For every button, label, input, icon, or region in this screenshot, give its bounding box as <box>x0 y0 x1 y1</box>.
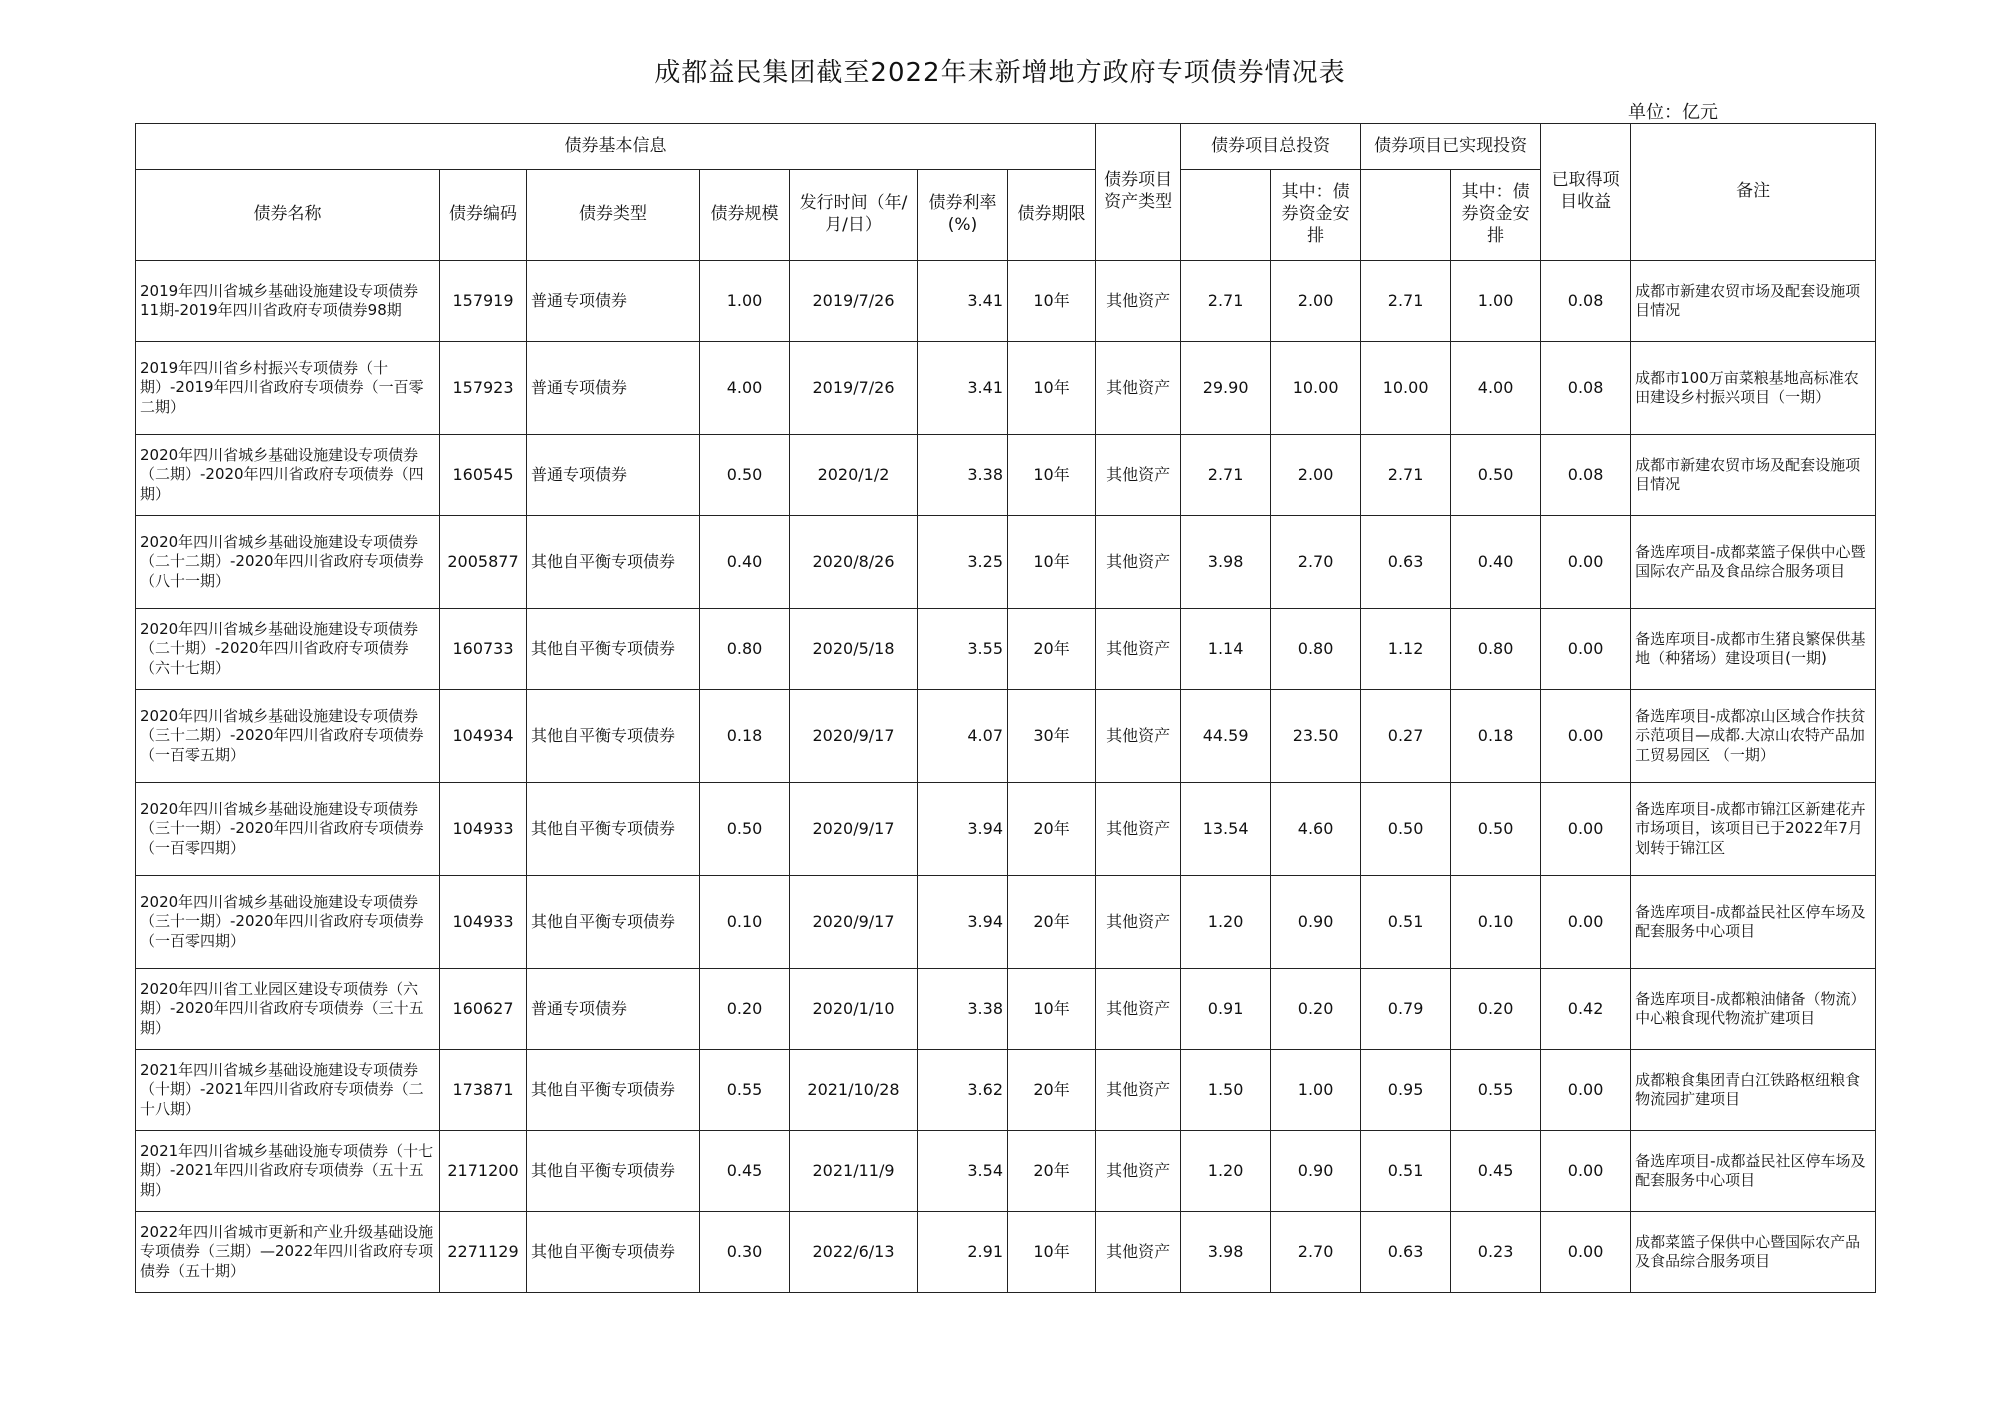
issue-date-cell: 2020/1/10 <box>790 969 918 1050</box>
bond-code-cell: 157923 <box>440 342 527 435</box>
header-revenue: 已取得项目收益 <box>1541 124 1631 261</box>
note-cell: 备选库项目-成都菜篮子保供中心暨国际农产品及食品综合服务项目 <box>1631 516 1876 609</box>
bond-code-cell: 160733 <box>440 609 527 690</box>
bond-scale-cell: 0.18 <box>700 690 790 783</box>
note-cell: 备选库项目-成都市生猪良繁保供基地（种猪场）建设项目(一期) <box>1631 609 1876 690</box>
bond-code-cell: 160627 <box>440 969 527 1050</box>
project-revenue-cell: 0.00 <box>1541 516 1631 609</box>
interest-rate-cell: 2.91 <box>918 1212 1008 1293</box>
project-revenue-cell: 0.00 <box>1541 690 1631 783</box>
project-revenue-cell: 0.00 <box>1541 609 1631 690</box>
realized-bond-funds-cell: 4.00 <box>1451 342 1541 435</box>
bond-scale-cell: 0.40 <box>700 516 790 609</box>
bond-term-cell: 30年 <box>1008 690 1096 783</box>
realized-investment-cell: 0.51 <box>1361 1131 1451 1212</box>
issue-date-cell: 2021/10/28 <box>790 1050 918 1131</box>
bond-scale-cell: 0.55 <box>700 1050 790 1131</box>
issue-date-cell: 2021/11/9 <box>790 1131 918 1212</box>
realized-investment-cell: 2.71 <box>1361 435 1451 516</box>
header-name: 债券名称 <box>136 170 440 261</box>
project-revenue-cell: 0.00 <box>1541 783 1631 876</box>
bond-name-cell: 2022年四川省城市更新和产业升级基础设施专项债券（三期）—2022年四川省政府专项债券（五十期） <box>136 1212 440 1293</box>
bond-term-cell: 10年 <box>1008 516 1096 609</box>
unit-label: 单位：亿元 <box>1628 102 1718 123</box>
realized-bond-funds-cell: 0.18 <box>1451 690 1541 783</box>
realized-investment-cell: 10.00 <box>1361 342 1451 435</box>
total-bond-funds-cell: 10.00 <box>1271 342 1361 435</box>
header-rate: 债券利率(%) <box>918 170 1008 261</box>
realized-investment-cell: 0.95 <box>1361 1050 1451 1131</box>
note-cell: 成都市新建农贸市场及配套设施项目情况 <box>1631 261 1876 342</box>
header-realized-blank <box>1361 170 1451 261</box>
interest-rate-cell: 3.25 <box>918 516 1008 609</box>
interest-rate-cell: 4.07 <box>918 690 1008 783</box>
issue-date-cell: 2020/5/18 <box>790 609 918 690</box>
asset-type-cell: 其他资产 <box>1096 261 1181 342</box>
interest-rate-cell: 3.94 <box>918 783 1008 876</box>
bond-scale-cell: 4.00 <box>700 342 790 435</box>
total-investment-cell: 2.71 <box>1181 261 1271 342</box>
project-revenue-cell: 0.00 <box>1541 1131 1631 1212</box>
total-investment-cell: 1.14 <box>1181 609 1271 690</box>
bond-term-cell: 10年 <box>1008 1212 1096 1293</box>
asset-type-cell: 其他资产 <box>1096 1131 1181 1212</box>
interest-rate-cell: 3.55 <box>918 609 1008 690</box>
header-term: 债券期限 <box>1008 170 1096 261</box>
bond-code-cell: 104933 <box>440 783 527 876</box>
bond-scale-cell: 0.30 <box>700 1212 790 1293</box>
bond-name-cell: 2020年四川省城乡基础设施建设专项债券（二十期）-2020年四川省政府专项债券（六十七期） <box>136 609 440 690</box>
bond-scale-cell: 0.10 <box>700 876 790 969</box>
table-row <box>136 435 1876 516</box>
bond-name-cell: 2020年四川省城乡基础设施建设专项债券（二十二期）-2020年四川省政府专项债券（八十一期） <box>136 516 440 609</box>
header-note: 备注 <box>1631 124 1876 261</box>
table-row <box>136 876 1876 969</box>
asset-type-cell: 其他资产 <box>1096 1050 1181 1131</box>
bond-type-cell: 其他自平衡专项债券 <box>527 516 700 609</box>
table-row <box>136 783 1876 876</box>
note-cell: 成都菜篮子保供中心暨国际农产品及食品综合服务项目 <box>1631 1212 1876 1293</box>
realized-investment-cell: 1.12 <box>1361 609 1451 690</box>
table-row <box>136 342 1876 435</box>
table-row <box>136 690 1876 783</box>
header-type: 债券类型 <box>527 170 700 261</box>
realized-bond-funds-cell: 0.50 <box>1451 435 1541 516</box>
total-investment-cell: 3.98 <box>1181 1212 1271 1293</box>
bond-code-cell: 104934 <box>440 690 527 783</box>
bond-type-cell: 普通专项债券 <box>527 261 700 342</box>
total-bond-funds-cell: 2.00 <box>1271 435 1361 516</box>
asset-type-cell: 其他资产 <box>1096 876 1181 969</box>
realized-investment-cell: 0.63 <box>1361 516 1451 609</box>
total-investment-cell: 3.98 <box>1181 516 1271 609</box>
table-row <box>136 1212 1876 1293</box>
realized-bond-funds-cell: 0.10 <box>1451 876 1541 969</box>
bond-type-cell: 普通专项债券 <box>527 342 700 435</box>
project-revenue-cell: 0.42 <box>1541 969 1631 1050</box>
project-revenue-cell: 0.00 <box>1541 1212 1631 1293</box>
note-cell: 备选库项目-成都粮油储备（物流）中心粮食现代物流扩建项目 <box>1631 969 1876 1050</box>
bond-name-cell: 2020年四川省城乡基础设施建设专项债券（三十二期）-2020年四川省政府专项债券（一百零五期） <box>136 690 440 783</box>
bond-code-cell: 173871 <box>440 1050 527 1131</box>
bond-term-cell: 20年 <box>1008 783 1096 876</box>
bond-scale-cell: 0.80 <box>700 609 790 690</box>
bond-scale-cell: 0.20 <box>700 969 790 1050</box>
note-cell: 备选库项目-成都市锦江区新建花卉市场项目，该项目已于2022年7月划转于锦江区 <box>1631 783 1876 876</box>
issue-date-cell: 2020/1/2 <box>790 435 918 516</box>
bond-type-cell: 普通专项债券 <box>527 435 700 516</box>
header-total-bond-funds: 其中：债券资金安排 <box>1271 170 1361 261</box>
bond-type-cell: 其他自平衡专项债券 <box>527 1050 700 1131</box>
interest-rate-cell: 3.38 <box>918 435 1008 516</box>
table-row <box>136 1050 1876 1131</box>
bond-term-cell: 10年 <box>1008 261 1096 342</box>
realized-investment-cell: 2.71 <box>1361 261 1451 342</box>
total-bond-funds-cell: 2.00 <box>1271 261 1361 342</box>
bond-type-cell: 其他自平衡专项债券 <box>527 783 700 876</box>
bond-term-cell: 20年 <box>1008 1050 1096 1131</box>
bond-scale-cell: 0.50 <box>700 783 790 876</box>
project-revenue-cell: 0.08 <box>1541 342 1631 435</box>
header-realized-bond-funds: 其中：债券资金安排 <box>1451 170 1541 261</box>
bond-name-cell: 2020年四川省城乡基础设施建设专项债券（三十一期）-2020年四川省政府专项债券（一百零四期） <box>136 876 440 969</box>
bond-code-cell: 157919 <box>440 261 527 342</box>
asset-type-cell: 其他资产 <box>1096 435 1181 516</box>
bond-term-cell: 20年 <box>1008 876 1096 969</box>
bond-scale-cell: 1.00 <box>700 261 790 342</box>
issue-date-cell: 2019/7/26 <box>790 261 918 342</box>
asset-type-cell: 其他资产 <box>1096 516 1181 609</box>
bond-term-cell: 20年 <box>1008 1131 1096 1212</box>
total-bond-funds-cell: 23.50 <box>1271 690 1361 783</box>
asset-type-cell: 其他资产 <box>1096 690 1181 783</box>
page-title: 成都益民集团截至2022年末新增地方政府专项债券情况表 <box>654 58 1346 88</box>
asset-type-cell: 其他资产 <box>1096 609 1181 690</box>
note-cell: 成都粮食集团青白江铁路枢纽粮食物流园扩建项目 <box>1631 1050 1876 1131</box>
header-code: 债券编码 <box>440 170 527 261</box>
total-investment-cell: 1.50 <box>1181 1050 1271 1131</box>
realized-investment-cell: 0.63 <box>1361 1212 1451 1293</box>
total-bond-funds-cell: 0.90 <box>1271 876 1361 969</box>
table-row <box>136 261 1876 342</box>
bond-type-cell: 其他自平衡专项债券 <box>527 690 700 783</box>
bond-name-cell: 2021年四川省城乡基础设施建设专项债券（十期）-2021年四川省政府专项债券（二十八期） <box>136 1050 440 1131</box>
interest-rate-cell: 3.94 <box>918 876 1008 969</box>
total-bond-funds-cell: 0.90 <box>1271 1131 1361 1212</box>
issue-date-cell: 2020/9/17 <box>790 783 918 876</box>
note-cell: 成都市100万亩菜粮基地高标准农田建设乡村振兴项目（一期） <box>1631 342 1876 435</box>
project-revenue-cell: 0.00 <box>1541 1050 1631 1131</box>
bond-table <box>135 123 1876 1293</box>
bond-type-cell: 其他自平衡专项债券 <box>527 1212 700 1293</box>
note-cell: 备选库项目-成都凉山区域合作扶贫示范项目—成都.大凉山农特产品加工贸易园区 （一期） <box>1631 690 1876 783</box>
bond-type-cell: 其他自平衡专项债券 <box>527 1131 700 1212</box>
realized-investment-cell: 0.51 <box>1361 876 1451 969</box>
total-bond-funds-cell: 2.70 <box>1271 1212 1361 1293</box>
interest-rate-cell: 3.54 <box>918 1131 1008 1212</box>
bond-code-cell: 2005877 <box>440 516 527 609</box>
total-bond-funds-cell: 1.00 <box>1271 1050 1361 1131</box>
total-investment-cell: 29.90 <box>1181 342 1271 435</box>
bond-scale-cell: 0.50 <box>700 435 790 516</box>
bond-term-cell: 20年 <box>1008 609 1096 690</box>
bond-type-cell: 其他自平衡专项债券 <box>527 609 700 690</box>
issue-date-cell: 2020/8/26 <box>790 516 918 609</box>
header-total-blank <box>1181 170 1271 261</box>
total-investment-cell: 1.20 <box>1181 876 1271 969</box>
realized-bond-funds-cell: 1.00 <box>1451 261 1541 342</box>
realized-bond-funds-cell: 0.23 <box>1451 1212 1541 1293</box>
bond-term-cell: 10年 <box>1008 969 1096 1050</box>
table-row <box>136 516 1876 609</box>
asset-type-cell: 其他资产 <box>1096 1212 1181 1293</box>
bond-term-cell: 10年 <box>1008 435 1096 516</box>
interest-rate-cell: 3.41 <box>918 261 1008 342</box>
realized-bond-funds-cell: 0.55 <box>1451 1050 1541 1131</box>
header-basic-info: 债券基本信息 <box>136 124 1096 170</box>
issue-date-cell: 2022/6/13 <box>790 1212 918 1293</box>
bond-rows <box>136 261 1876 1293</box>
header-asset-type: 债券项目资产类型 <box>1096 124 1181 261</box>
table-row <box>136 609 1876 690</box>
header-realized-investment: 债券项目已实现投资 <box>1361 124 1541 170</box>
total-bond-funds-cell: 0.20 <box>1271 969 1361 1050</box>
table-row <box>136 1131 1876 1212</box>
total-investment-cell: 0.91 <box>1181 969 1271 1050</box>
note-cell: 备选库项目-成都益民社区停车场及配套服务中心项目 <box>1631 876 1876 969</box>
asset-type-cell: 其他资产 <box>1096 783 1181 876</box>
realized-bond-funds-cell: 0.40 <box>1451 516 1541 609</box>
realized-investment-cell: 0.27 <box>1361 690 1451 783</box>
header-scale: 债券规模 <box>700 170 790 261</box>
note-cell: 备选库项目-成都益民社区停车场及配套服务中心项目 <box>1631 1131 1876 1212</box>
total-investment-cell: 13.54 <box>1181 783 1271 876</box>
realized-investment-cell: 0.50 <box>1361 783 1451 876</box>
bond-scale-cell: 0.45 <box>700 1131 790 1212</box>
realized-bond-funds-cell: 0.45 <box>1451 1131 1541 1212</box>
realized-bond-funds-cell: 0.80 <box>1451 609 1541 690</box>
bond-term-cell: 10年 <box>1008 342 1096 435</box>
bond-name-cell: 2020年四川省城乡基础设施建设专项债券（三十一期）-2020年四川省政府专项债券（一百零四期） <box>136 783 440 876</box>
bond-code-cell: 2271129 <box>440 1212 527 1293</box>
bond-name-cell: 2019年四川省乡村振兴专项债券（十期）-2019年四川省政府专项债券（一百零二期） <box>136 342 440 435</box>
header-issue-date: 发行时间（年/月/日） <box>790 170 918 261</box>
bond-code-cell: 2171200 <box>440 1131 527 1212</box>
realized-bond-funds-cell: 0.20 <box>1451 969 1541 1050</box>
project-revenue-cell: 0.00 <box>1541 876 1631 969</box>
note-cell: 成都市新建农贸市场及配套设施项目情况 <box>1631 435 1876 516</box>
interest-rate-cell: 3.41 <box>918 342 1008 435</box>
interest-rate-cell: 3.38 <box>918 969 1008 1050</box>
asset-type-cell: 其他资产 <box>1096 969 1181 1050</box>
bond-type-cell: 其他自平衡专项债券 <box>527 876 700 969</box>
total-investment-cell: 1.20 <box>1181 1131 1271 1212</box>
total-bond-funds-cell: 2.70 <box>1271 516 1361 609</box>
project-revenue-cell: 0.08 <box>1541 435 1631 516</box>
bond-name-cell: 2021年四川省城乡基础设施专项债券（十七期）-2021年四川省政府专项债券（五十五期） <box>136 1131 440 1212</box>
issue-date-cell: 2020/9/17 <box>790 876 918 969</box>
realized-bond-funds-cell: 0.50 <box>1451 783 1541 876</box>
total-investment-cell: 2.71 <box>1181 435 1271 516</box>
total-bond-funds-cell: 0.80 <box>1271 609 1361 690</box>
bond-name-cell: 2020年四川省城乡基础设施建设专项债券（二期）-2020年四川省政府专项债券（四期） <box>136 435 440 516</box>
bond-code-cell: 104933 <box>440 876 527 969</box>
total-bond-funds-cell: 4.60 <box>1271 783 1361 876</box>
table-row <box>136 969 1876 1050</box>
bond-name-cell: 2019年四川省城乡基础设施建设专项债券11期-2019年四川省政府专项债券98期 <box>136 261 440 342</box>
bond-name-cell: 2020年四川省工业园区建设专项债券（六期）-2020年四川省政府专项债券（三十五期） <box>136 969 440 1050</box>
project-revenue-cell: 0.08 <box>1541 261 1631 342</box>
interest-rate-cell: 3.62 <box>918 1050 1008 1131</box>
issue-date-cell: 2020/9/17 <box>790 690 918 783</box>
asset-type-cell: 其他资产 <box>1096 342 1181 435</box>
bond-type-cell: 普通专项债券 <box>527 969 700 1050</box>
bond-code-cell: 160545 <box>440 435 527 516</box>
header-total-investment: 债券项目总投资 <box>1181 124 1361 170</box>
issue-date-cell: 2019/7/26 <box>790 342 918 435</box>
total-investment-cell: 44.59 <box>1181 690 1271 783</box>
realized-investment-cell: 0.79 <box>1361 969 1451 1050</box>
